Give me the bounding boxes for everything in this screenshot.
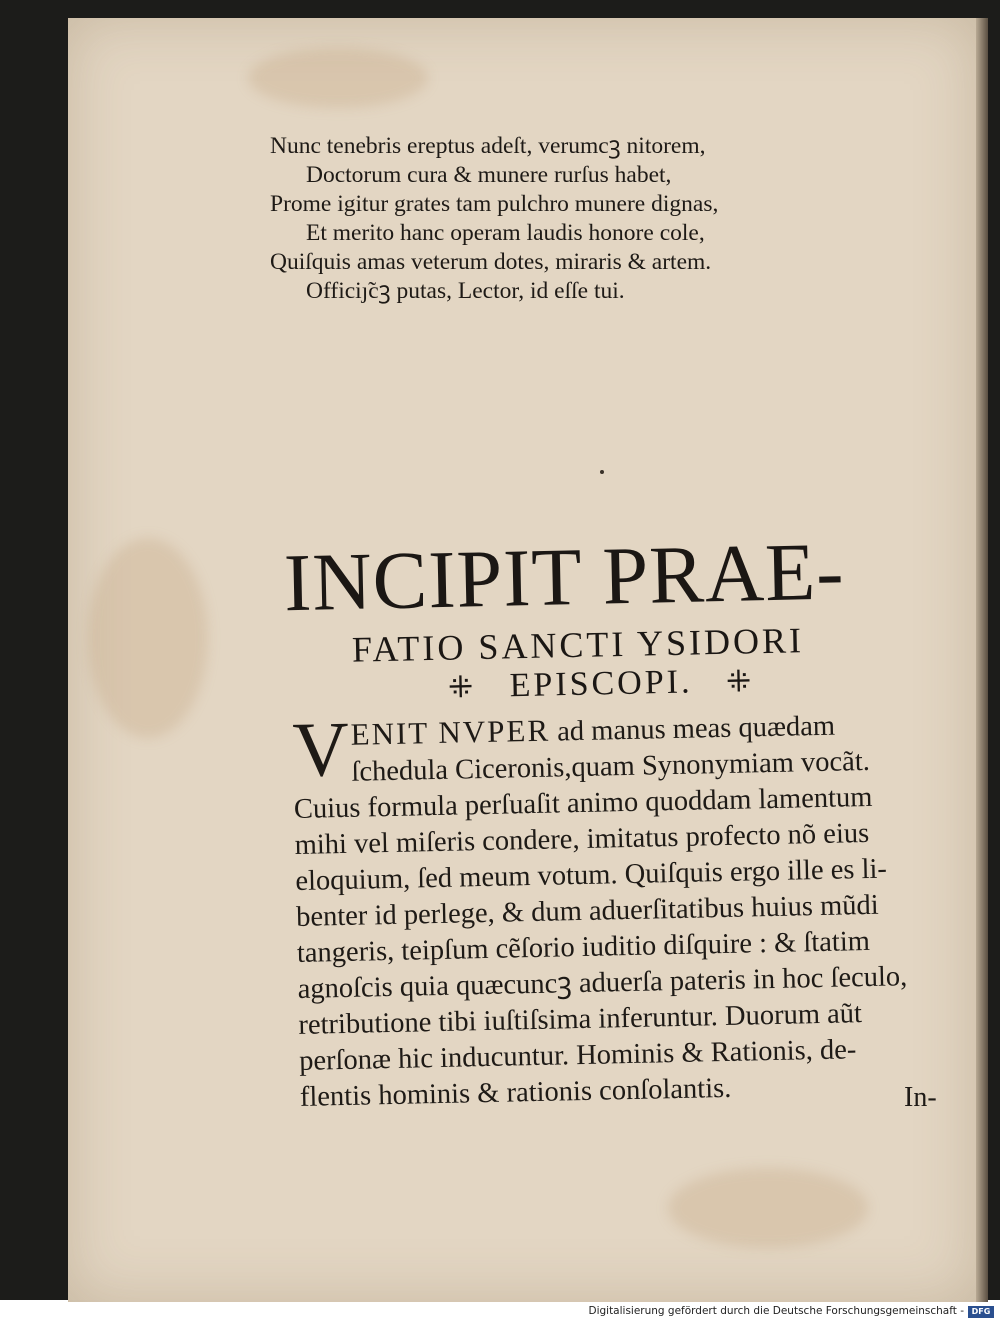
dfg-logo[interactable]: DFG [968, 1306, 994, 1318]
title-heading: INCIPIT PRAE- [283, 525, 846, 629]
catchword: In- [904, 1082, 937, 1113]
body-line: ſchedula Ciceronis,quam Synonymiam vocãt. [351, 745, 871, 788]
preface-text [292, 704, 980, 1116]
poem-line: Doctorum cura & munere rurſus habet, [306, 162, 672, 188]
body-line-first-rest: ad manus meas quædam [549, 710, 836, 748]
body-line: retributione tibi iuſtiſsima inferuntur. Duorum aũt [298, 998, 863, 1041]
fleuron-icon: ⁜ [725, 665, 755, 699]
paper-stain [88, 538, 208, 738]
subtitle-heading: FATIO SANCTI YSIDORI [351, 620, 805, 670]
episcopi-text: EPISCOPI. [509, 663, 693, 705]
footer-credit: Digitalisierung gefördert durch die Deutsche Forschungsgemeinschaft - [588, 1305, 964, 1317]
ink-dot [600, 470, 604, 474]
body-line: benter id perlege, & dum aduerſitatibus huius mũdi [295, 889, 879, 933]
incipit-smallcaps: ENIT NVPER [350, 712, 551, 752]
fleuron-icon: ⁜ [447, 670, 477, 705]
body-line: perſonæ hic inducuntur. Hominis & Rationis, de- [298, 1034, 857, 1077]
dedication-poem [270, 132, 910, 306]
body-line: Cuius formula perſuaſit animo quoddam lamentum [293, 781, 873, 825]
body-line: tangeris, teipſum cẽſorio iuditio diſquire : & ſtatim [296, 925, 871, 969]
poem-line: Nunc tenebris ereptus adeſt, verumcꝫ nitorem, [270, 133, 706, 159]
body-line: mihi vel miſeris condere, imitatus profecto nõ eius [294, 817, 870, 861]
drop-cap: V [291, 704, 350, 793]
poem-line: Prome igitur grates tam pulchro munere dignas, [270, 191, 719, 217]
paper-stain [668, 1168, 868, 1248]
episcopi-heading [448, 660, 789, 708]
poem-line: Officiȷ̃cꝫ putas, Lector, id eſſe tui. [306, 278, 625, 304]
body-line: eloquium, ſed meum votum. Quiſquis ergo ille es li- [295, 853, 888, 897]
footer-bar [0, 1302, 1000, 1322]
body-line: agnoſcis quia quæcuncꝫ aduerſa pateris in hoc ſeculo, [297, 961, 908, 1005]
poem-line: Quiſquis amas veterum dotes, miraris & artem. [270, 249, 712, 275]
poem-line: Et merito hanc operam laudis honore cole, [306, 220, 705, 246]
paper-stain [248, 48, 428, 108]
body-line: flentis hominis & rationis conſolantis. [299, 1072, 732, 1113]
page-edge [976, 18, 988, 1302]
